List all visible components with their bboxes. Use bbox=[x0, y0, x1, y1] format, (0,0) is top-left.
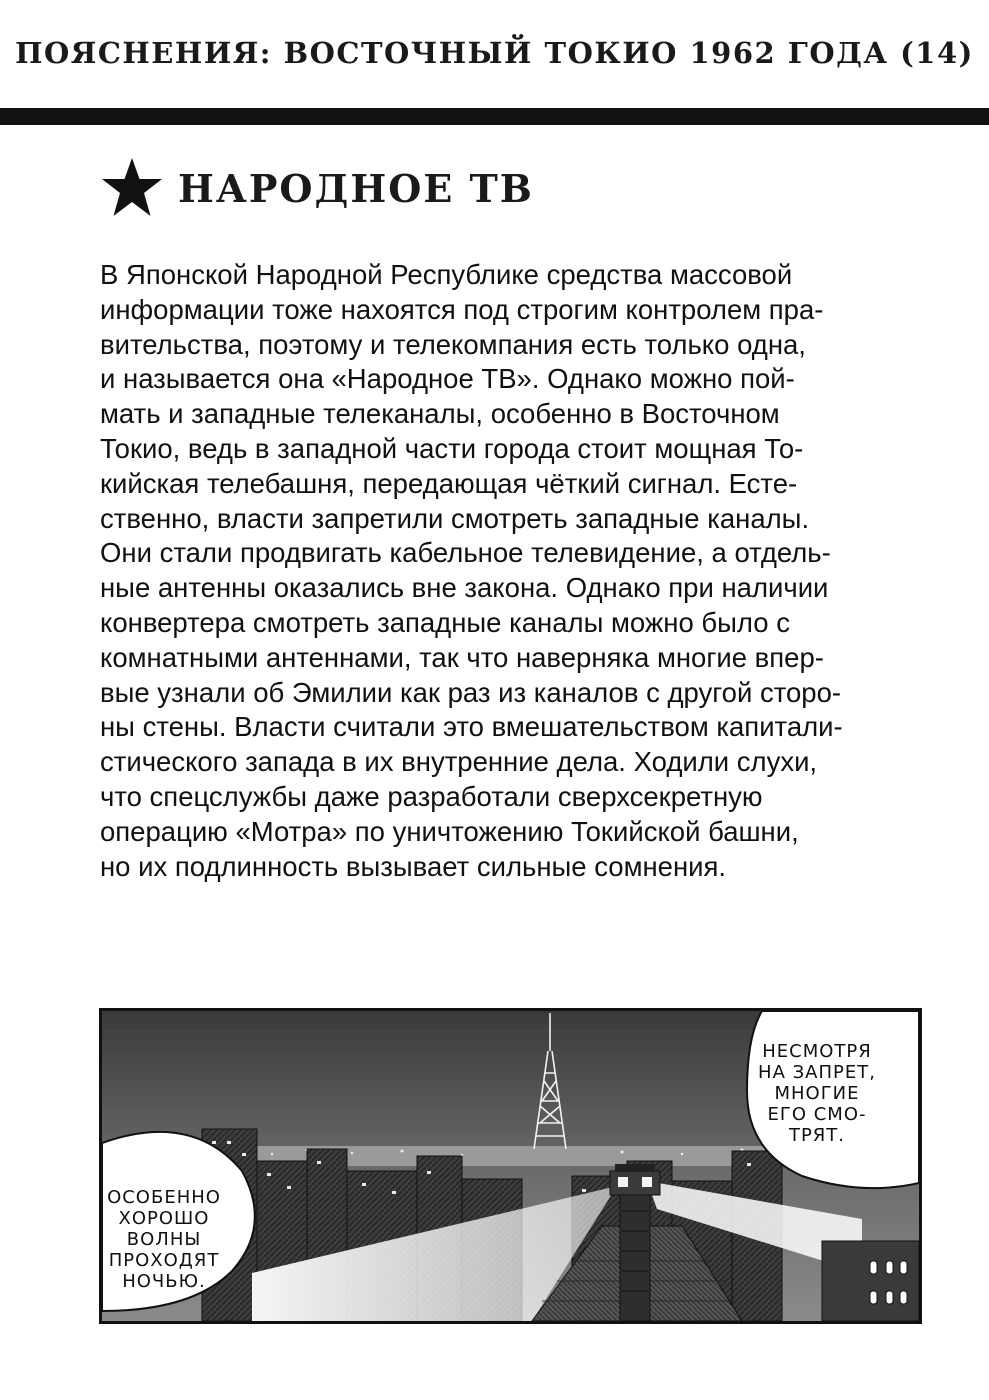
body-line: конвертера смотреть западные каналы можно было с bbox=[100, 606, 790, 638]
body-line: вые узнали об Эмилии как раз из каналов с другой сторо- bbox=[100, 676, 842, 708]
bubble-line: ОСОБЕННО bbox=[107, 1187, 221, 1208]
bubble-line: ВОЛНЫ bbox=[126, 1229, 202, 1250]
bubble-line: ЕГО СМО- bbox=[767, 1104, 867, 1125]
body-text bbox=[100, 258, 930, 884]
bubble-line: ТРЯТ. bbox=[788, 1125, 846, 1146]
bubble-line: НА ЗАПРЕТ, bbox=[758, 1062, 876, 1083]
bubble-line: НЕСМОТРЯ bbox=[762, 1041, 872, 1062]
bubble-line: МНОГИЕ bbox=[774, 1083, 860, 1104]
speech-bubble-right bbox=[742, 1041, 892, 1146]
body-line: информации тоже нахоятся под строгим контролем пра- bbox=[100, 293, 824, 325]
body-line: В Японской Народной Республике средства массовой bbox=[100, 259, 793, 290]
speech-bubble-left bbox=[104, 1187, 224, 1292]
section-heading bbox=[100, 155, 534, 221]
body-line: стического запада в их внутренние дела. Ходили слухи, bbox=[100, 746, 818, 778]
body-line: ны стены. Власти считали это вмешательством капитали- bbox=[100, 711, 843, 743]
header-divider bbox=[0, 108, 989, 125]
body-line: кийская телебашня, передающая чёткий сигнал. Есте- bbox=[100, 467, 798, 499]
page-title: ПОЯСНЕНИЯ: ВОСТОЧНЫЙ ТОКИО 1962 ГОДА (14) bbox=[15, 36, 974, 70]
manga-panel bbox=[99, 1008, 922, 1324]
body-line: комнатными антеннами, так что наверняка многие впер- bbox=[100, 641, 824, 673]
body-line: ственно, власти запретили смотреть западные каналы. bbox=[100, 502, 810, 534]
bubble-line: ХОРОШО bbox=[118, 1208, 210, 1229]
star-icon bbox=[100, 156, 164, 220]
body-line: ные антенны оказались вне закона. Однако при наличии bbox=[100, 572, 829, 604]
body-line: операцию «Мотра» по уничтожению Токийской башни, bbox=[100, 815, 799, 847]
body-line: Они стали продвигать кабельное телевидение, а отдель- bbox=[100, 537, 831, 569]
body-line: мать и западные телеканалы, особенно в Восточном bbox=[100, 398, 780, 430]
body-line: и называется она «Народное ТВ». Однако можно пой- bbox=[100, 363, 795, 395]
section-title: НАРОДНОЕ ТВ bbox=[178, 165, 534, 211]
body-line: вительства, поэтому и телекомпания есть только одна, bbox=[100, 328, 806, 360]
bubble-line: НОЧЬЮ. bbox=[122, 1271, 206, 1292]
body-line: что спецслужбы даже разработали сверхсекретную bbox=[100, 780, 763, 812]
bubble-line: ПРОХОДЯТ bbox=[108, 1250, 220, 1271]
page-header bbox=[0, 0, 989, 108]
body-line: но их подлинность вызывает сильные сомнения. bbox=[100, 850, 727, 882]
body-line: Токио, ведь в западной части города стоит мощная То- bbox=[100, 432, 804, 464]
